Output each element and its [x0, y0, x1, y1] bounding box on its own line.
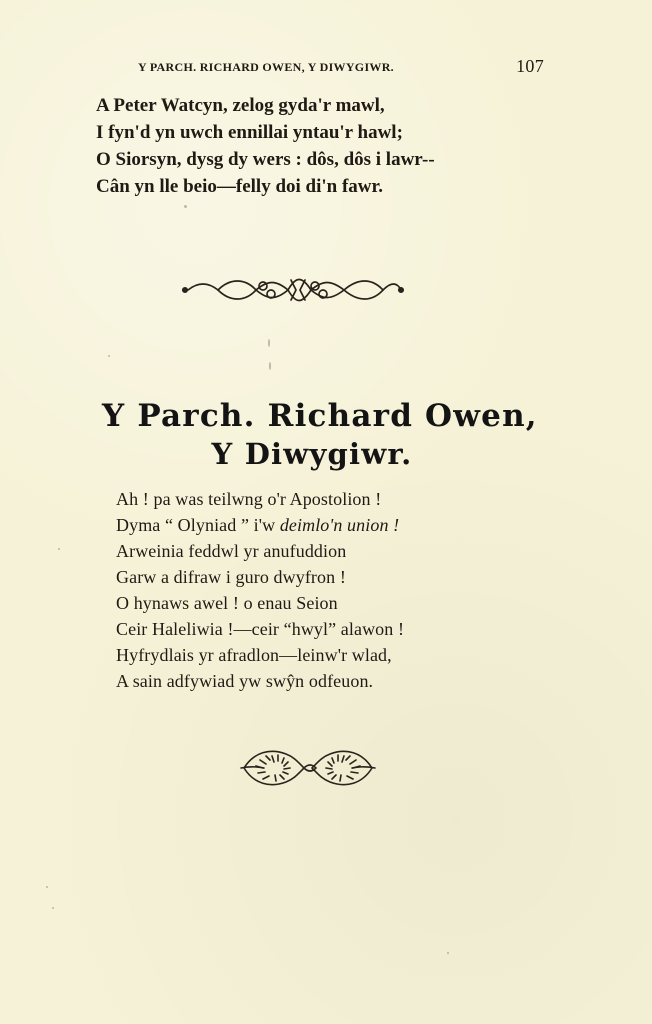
page-number: 107 [516, 56, 544, 76]
top-poem-line: Cân yn lle beio—felly doi di'n fawr. [96, 176, 383, 197]
page-header [138, 56, 544, 80]
main-poem-line-mixed [116, 512, 476, 538]
main-poem-line-prefix: Dyma “ Olyniad ” i'w [116, 515, 280, 535]
paper-speck [184, 205, 187, 208]
paper-speck [447, 952, 449, 954]
poem-title [102, 398, 538, 472]
main-poem-line: Hyfrydlais yr afradlon—leinw'r wlad, [116, 645, 392, 665]
thistle-pair-icon [238, 742, 378, 794]
paper-speck [108, 355, 110, 357]
floral-divider-icon [178, 270, 408, 310]
main-poem-line: Garw a difraw i guro dwyfron ! [116, 567, 346, 587]
paper-speck [269, 362, 271, 370]
poem-title-line: Y Parch. Richard Owen, [102, 398, 538, 434]
main-poem [116, 486, 476, 694]
poem-subtitle-line: Y Diwygiwr. [211, 437, 413, 471]
running-head: Y PARCH. RICHARD OWEN, Y DIWYGIWR. [138, 60, 394, 74]
top-poem-line: I fyn'd yn uwch ennillai yntau'r hawl; [96, 122, 403, 143]
top-poem-line: O Siorsyn, dysg dy wers : dôs, dôs i lawr-- [96, 149, 435, 170]
paper-speck [268, 339, 270, 347]
paper-speck [58, 548, 60, 550]
main-poem-line: A sain adfywiad yw swŷn odfeuon. [116, 671, 374, 691]
paper-speck [46, 886, 48, 888]
main-poem-line: O hynaws awel ! o enau Seion [116, 593, 338, 613]
top-poem-line: A Peter Watcyn, zelog gyda'r mawl, [96, 95, 385, 116]
main-poem-line: Ceir Haleliwia !—ceir “hwyl” alawon ! [116, 619, 405, 639]
main-poem-line-italic: deimlo'n union ! [279, 515, 400, 535]
main-poem-line: Ah ! pa was teilwng o'r Apostolion ! [116, 489, 382, 509]
main-poem-line: Arweinia feddwl yr anufuddion [116, 541, 347, 561]
paper-speck [52, 907, 54, 909]
top-poem [96, 92, 486, 200]
